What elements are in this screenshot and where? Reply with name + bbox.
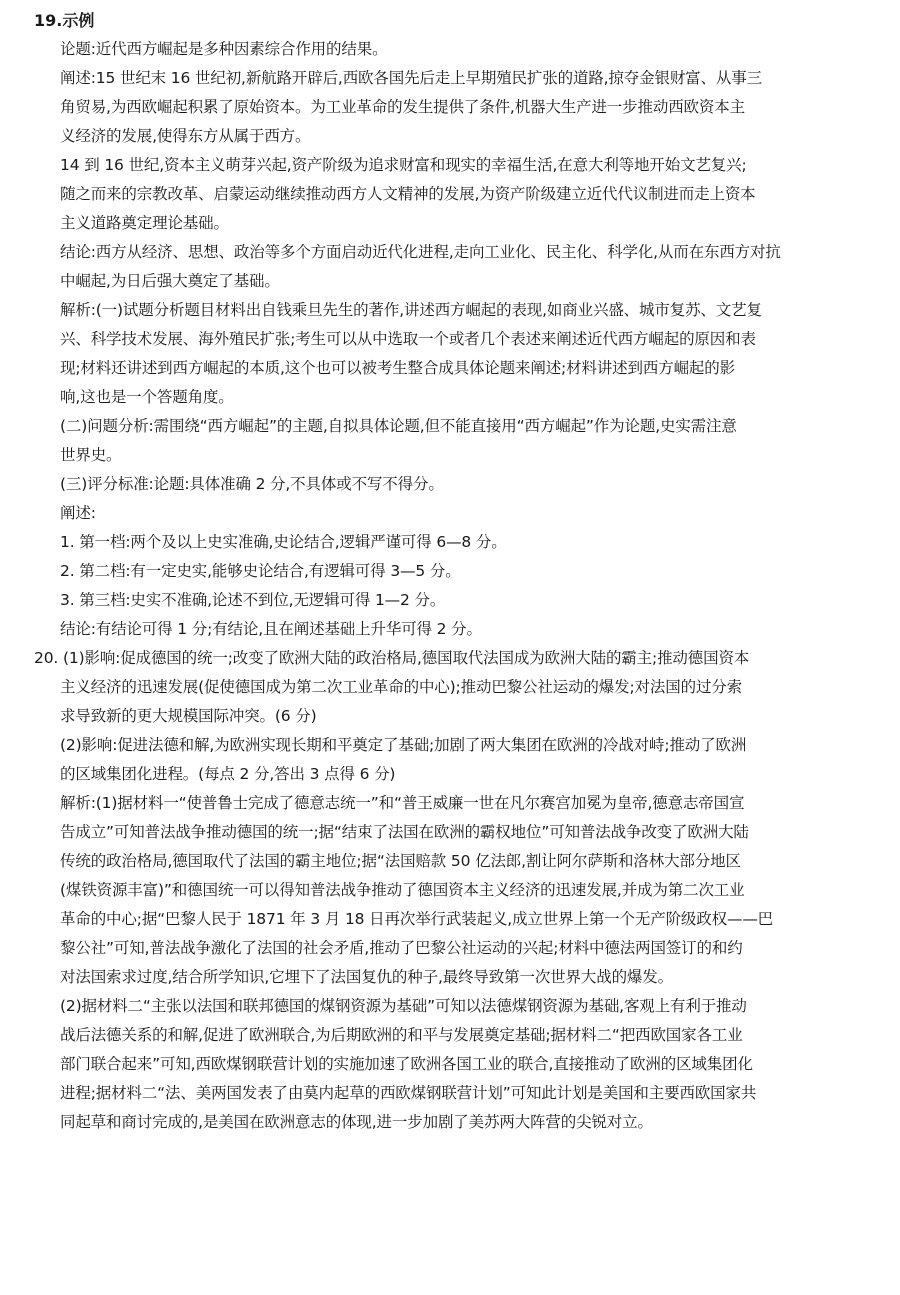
paragraph-line: 14 到 16 世纪,资本主义萌芽兴起,资产阶级为追求财富和现实的幸福生活,在意大利等地开始文艺复兴; (60, 156, 747, 174)
paragraph-line: 结论:有结论可得 1 分;有结论,且在阐述基础上升华可得 2 分。 (60, 620, 482, 638)
q19-thesis (34, 35, 878, 64)
paragraph-line: 部门联合起来”可知,西欧煤钢联营计划的实施加速了欧洲各国工业的联合,直接推动了欧洲的区域集团化 (60, 1055, 753, 1073)
paragraph-line: 义经济的发展,使得东方从属于西方。 (60, 127, 311, 145)
paragraph-line: 阐述: (60, 504, 96, 522)
paragraph-line: 2. 第二档:有一定史实,能够史论结合,有逻辑可得 3—5 分。 (60, 562, 461, 580)
q20-analysis-1 (34, 789, 878, 992)
paragraph-line: 主义道路奠定理论基础。 (60, 214, 229, 232)
paragraph-line: 兴、科学技术发展、海外殖民扩张;考生可以从中选取一个或者几个表述来阐述近代西方崛起的原因和表 (60, 330, 756, 348)
paragraph-line: 3. 第三档:史实不准确,论述不到位,无逻辑可得 1—2 分。 (60, 591, 446, 609)
q19-analysis-1 (34, 296, 878, 412)
paragraph-line: 传统的政治格局,德国取代了法国的霸主地位;据“法国赔款 50 亿法郎,割让阿尔萨斯和洛林大部分地区 (60, 852, 741, 870)
q19-scoring-conclusion (34, 615, 878, 644)
paragraph-line: 革命的中心;据“巴黎人民于 1871 年 3 月 18 日再次举行武装起义,成立世界上第一个无产阶级政权——巴 (60, 910, 774, 928)
paragraph-line: 20. (1)影响:促成德国的统一;改变了欧洲大陆的政治格局,德国取代法国成为欧洲大陆的霸主;推动德国资本 (34, 649, 750, 667)
paragraph-line: (煤铁资源丰富)”和德国统一可以得知普法战争推动了德国资本主义经济的迅速发展,并成为第二次工业 (60, 881, 745, 899)
q19-scoring (34, 470, 878, 499)
paragraph-line: 战后法德关系的和解,促进了欧洲联合,为后期欧洲的和平与发展奠定基础;据材料二“把西欧国家各工业 (60, 1026, 743, 1044)
paragraph-line: 同起草和商讨完成的,是美国在欧洲意志的体现,进一步加剧了美苏两大阵营的尖锐对立。 (60, 1113, 653, 1131)
paragraph-line: 求导致新的更大规模国际冲突。(6 分) (60, 707, 317, 725)
q19-elaboration-1 (34, 64, 878, 151)
paragraph-line: 世界史。 (60, 446, 122, 464)
paragraph-line: (三)评分标准:论题:具体准确 2 分,不具体或不写不得分。 (60, 475, 444, 493)
q19-conclusion (34, 238, 878, 296)
paragraph-line: 的区域集团化进程。(每点 2 分,答出 3 点得 6 分) (60, 765, 396, 783)
question-19-number: 19.示例 (34, 11, 95, 30)
paragraph-line: 解析:(1)据材料一“使普鲁士完成了德意志统一”和“普王威廉一世在凡尔赛宫加冕为皇帝,德意志帝国宣 (60, 794, 745, 812)
paragraph-line: (2)据材料二“主张以法国和联邦德国的煤钢资源为基础”可知以法德煤钢资源为基础,客观上有利于推动 (60, 997, 747, 1015)
paragraph-line: 随之而来的宗教改革、启蒙运动继续推动西方人文精神的发展,为资产阶级建立近代代议制进而走上资本 (60, 185, 756, 203)
paragraph-line: 论题:近代西方崛起是多种因素综合作用的结果。 (60, 40, 388, 58)
paragraph-line: 进程;据材料二“法、美两国发表了由莫内起草的西欧煤钢联营计划”可知此计划是美国和主要西欧国家共 (60, 1084, 757, 1102)
q19-tier-2 (34, 557, 878, 586)
paragraph-line: 中崛起,为日后强大奠定了基础。 (60, 272, 280, 290)
paragraph-line: 黎公社”可知,普法战争激化了法国的社会矛盾,推动了巴黎公社运动的兴起;材料中德法两国签订的和约 (60, 939, 743, 957)
paragraph-line: 结论:西方从经济、思想、政治等多个方面启动近代化进程,走向工业化、民主化、科学化,从而在东西方对抗 (60, 243, 781, 261)
q19-analysis-2 (34, 412, 878, 470)
paragraph-line: 现;材料还讲述到西方崛起的本质,这个也可以被考生整合成具体论题来阐述;材料讲述到西方崛起的影 (60, 359, 735, 377)
paragraph-line: 解析:(一)试题分析题目材料出自钱乘旦先生的著作,讲述西方崛起的表现,如商业兴盛、城市复苏、文艺复 (60, 301, 762, 319)
paragraph-line: 响,这也是一个答题角度。 (60, 388, 234, 406)
q19-scoring-elaboration (34, 499, 878, 528)
paragraph-line: (二)问题分析:需围绕“西方崛起”的主题,自拟具体论题,但不能直接用“西方崛起”作为论题,史实需注意 (60, 417, 737, 435)
paragraph-line: (2)影响:促进法德和解,为欧洲实现长期和平奠定了基础;加剧了两大集团在欧洲的冷战对峙;推动了欧洲 (60, 736, 747, 754)
q20-part-2 (34, 731, 878, 789)
q19-tier-1 (34, 528, 878, 557)
paragraph-line: 1. 第一档:两个及以上史实准确,史论结合,逻辑严谨可得 6—8 分。 (60, 533, 507, 551)
paragraph-line: 阐述:15 世纪末 16 世纪初,新航路开辟后,西欧各国先后走上早期殖民扩张的道路,掠夺金银财富、从事三 (60, 69, 762, 87)
q19-tier-3 (34, 586, 878, 615)
paragraph-line: 对法国索求过度,结合所学知识,它埋下了法国复仇的种子,最终导致第一次世界大战的爆发。 (60, 968, 673, 986)
paragraph-line: 告成立”可知普法战争推动德国的统一;据“结束了法国在欧洲的霸权地位”可知普法战争改变了欧洲大陆 (60, 823, 749, 841)
q20-analysis-2 (34, 992, 878, 1137)
paragraph-line: 主义经济的迅速发展(促使德国成为第二次工业革命的中心);推动巴黎公社运动的爆发;对法国的过分索 (60, 678, 742, 696)
paragraph-line: 角贸易,为西欧崛起积累了原始资本。为工业革命的发生提供了条件,机器大生产进一步推动西欧资本主 (60, 98, 745, 116)
q20-part-1 (34, 644, 878, 731)
q19-elaboration-2 (34, 151, 878, 238)
